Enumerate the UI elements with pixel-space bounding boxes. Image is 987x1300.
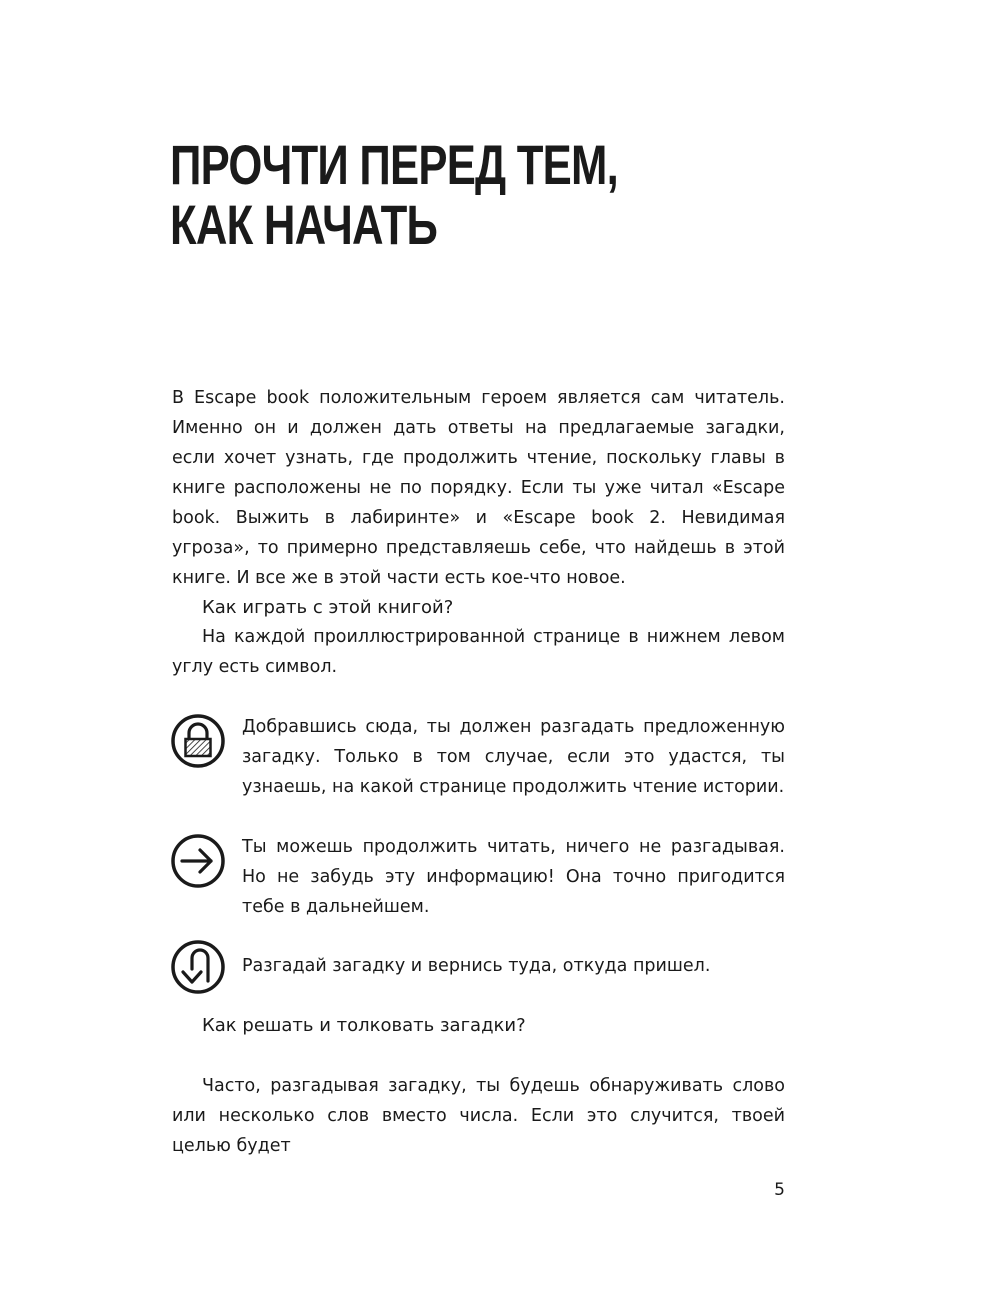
symbol-arrow-text: Ты можешь продолжить читать, ничего не разгадывая. Но не забудь эту информацию! Она точно пригодится тебе в дальнейшем. [242,837,785,917]
section-heading-how-to-play: Как играть с этой книгой? [202,597,454,618]
section-heading-how-to-solve: Как решать и толковать загадки? [202,1015,526,1036]
title-line-2: КАК НАЧАТЬ [170,193,438,256]
arrow-right-icon [170,833,226,889]
symbol-return-text: Разгадай загадку и вернись туда, откуда пришел. [242,956,711,976]
lock-icon [170,713,226,769]
return-arrow-icon [170,939,226,995]
intro-paragraph: В Escape book положительным героем является сам читатель. Именно он и должен дать ответы на предлагаемые загадки, если хочет узнать, где продолжить чтение, поскольку главы в книге расположены не по порядку. Если ты уже читал «Escape book. Выжить в лабиринте» и «Escape book 2. Невидимая угроза», то примерно представляешь себе, что найдешь в этой книге. И все же в этой части есть кое-что новое. [172,388,785,588]
page-title [170,135,654,255]
how-to-play-paragraph: На каждой проиллюстрированной странице в нижнем левом углу есть символ. [172,627,785,677]
symbol-lock-text: Добравшись сюда, ты должен разгадать предложенную загадку. Только в том случае, если это удастся, ты узнаешь, на какой странице продолжить чтение истории. [242,717,785,797]
title-line-1: ПРОЧТИ ПЕРЕД ТЕМ, [170,133,618,196]
page-number: 5 [774,1180,785,1200]
how-to-solve-paragraph: Часто, разгадывая загадку, ты будешь обнаруживать слово или несколько слов вместо числа. Если это случится, твоей целью будет [172,1076,785,1156]
